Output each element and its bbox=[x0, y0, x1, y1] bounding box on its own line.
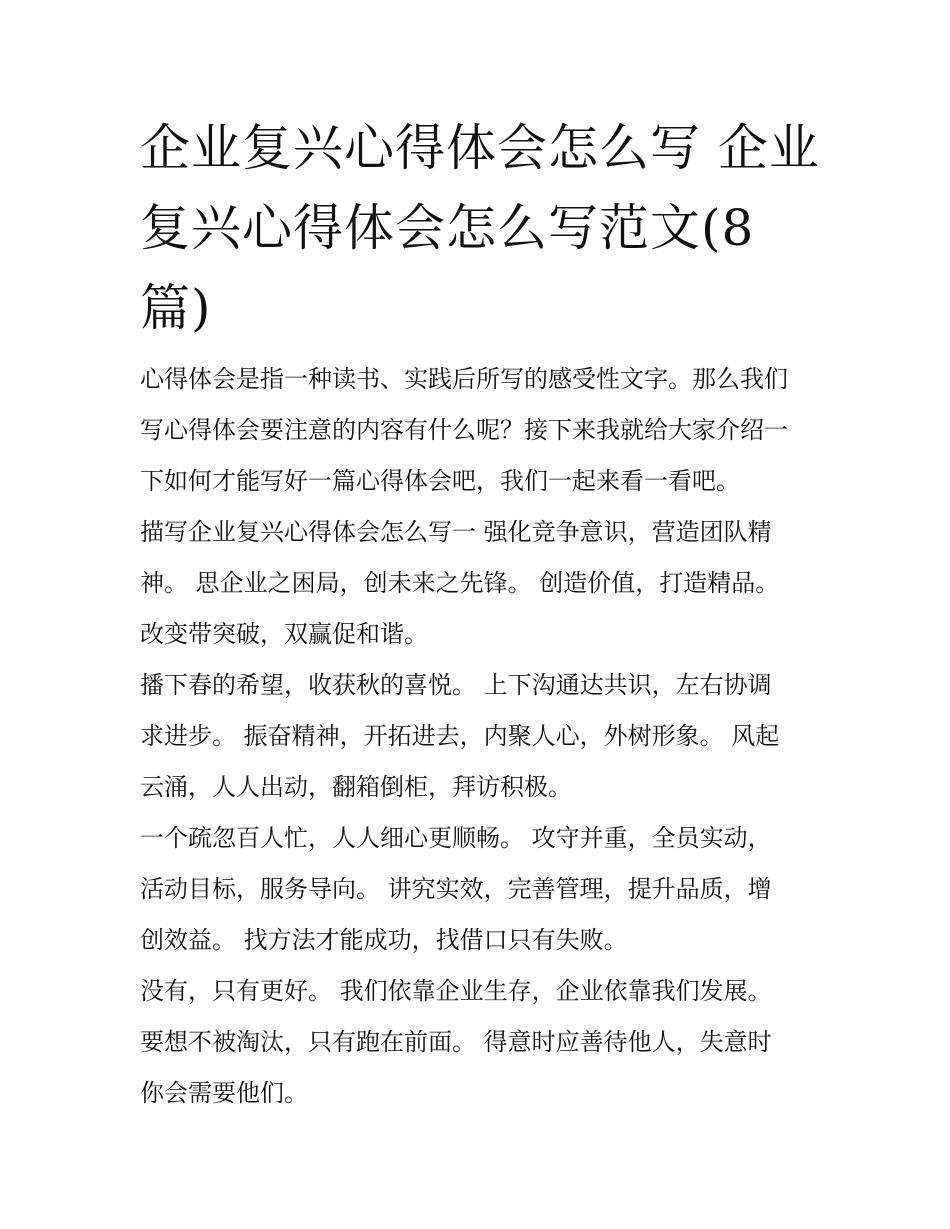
text-line: 没有，只有更好。 我们依靠企业生存，企业依靠我们发展。 bbox=[140, 977, 772, 1005]
title-line: 企业复兴心得体会怎么写 企业 bbox=[140, 119, 820, 177]
title-line: 复兴心得体会怎么写范文(8 bbox=[140, 199, 755, 257]
title-line: 篇) bbox=[140, 279, 212, 337]
paragraph bbox=[140, 507, 820, 660]
text-line: 云涌，人人出动，翻箱倒柜，拜访积极。 bbox=[140, 773, 572, 801]
text-line: 播下春的希望，收获秋的喜悦。 上下沟通达共识，左右协调 bbox=[140, 671, 772, 699]
document-title bbox=[140, 108, 820, 348]
text-line: 求进步。 振奋精神，开拓进去，内聚人心，外树形象。 风起 bbox=[140, 722, 780, 750]
text-line: 写心得体会要注意的内容有什么呢？接下来我就给大家介绍一 bbox=[140, 416, 788, 444]
text-line: 心得体会是指一种读书、实践后所写的感受性文字。那么我们 bbox=[140, 365, 788, 393]
document-body bbox=[140, 354, 820, 1119]
text-line: 要想不被淘汰，只有跑在前面。 得意时应善待他人，失意时 bbox=[140, 1028, 772, 1056]
text-line: 创效益。 找方法才能成功，找借口只有失败。 bbox=[140, 926, 628, 954]
text-line: 活动目标，服务导向。 讲究实效，完善管理，提升品质，增 bbox=[140, 875, 772, 903]
paragraph bbox=[140, 966, 820, 1119]
text-line: 一个疏忽百人忙，人人细心更顺畅。 攻守并重，全员实动， bbox=[140, 824, 772, 852]
paragraph-intro bbox=[140, 354, 820, 507]
text-line: 下如何才能写好一篇心得体会吧，我们一起来看一看吧。 bbox=[140, 467, 740, 495]
text-line: 描写企业复兴心得体会怎么写一 强化竞争意识，营造团队精 bbox=[140, 518, 772, 546]
paragraph bbox=[140, 813, 820, 966]
text-line: 神。 思企业之困局，创未来之先锋。 创造价值，打造精品。 bbox=[140, 569, 780, 597]
text-line: 你会需要他们。 bbox=[140, 1079, 308, 1107]
text-line: 改变带突破，双赢促和谐。 bbox=[140, 620, 428, 648]
paragraph bbox=[140, 660, 820, 813]
